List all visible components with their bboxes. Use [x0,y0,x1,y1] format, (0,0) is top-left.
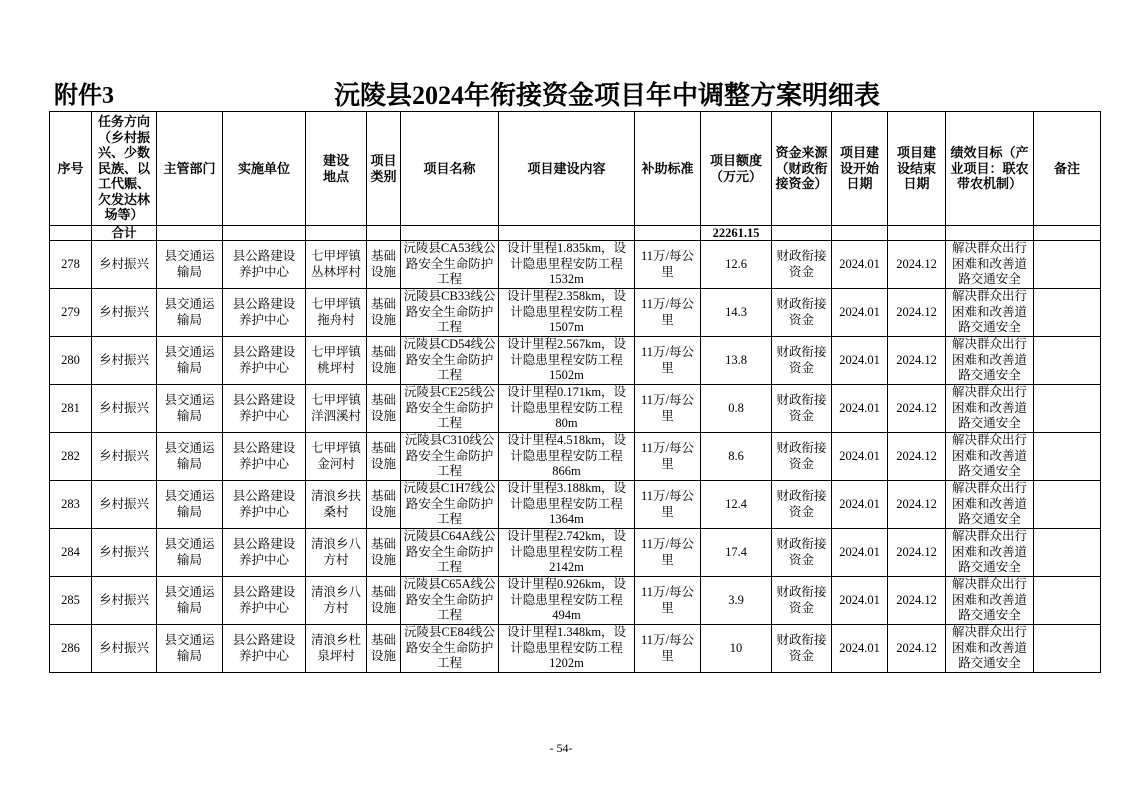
header-location: 建设地点 [306,112,367,226]
cell-end-date: 2024.12 [888,385,946,433]
header-end-date: 项目建设结束日期 [888,112,946,226]
cell-category: 基础设施 [367,577,401,625]
cell-department: 县交通运输局 [157,337,223,385]
cell-department: 县交通运输局 [157,625,223,673]
cell-implementer: 县公路建设养护中心 [223,481,306,529]
cell-remarks [1034,625,1101,673]
cell-project-name: 沅陵县CE25线公路安全生命防护工程 [401,385,499,433]
cell-location: 清浪乡八方村 [306,577,367,625]
cell-amount: 3.9 [701,577,772,625]
cell-category: 基础设施 [367,625,401,673]
cell-task-direction: 乡村振兴 [92,481,157,529]
cell-end-date: 2024.12 [888,337,946,385]
cell-amount: 14.3 [701,289,772,337]
cell-performance-goal: 解决群众出行困难和改善道路交通安全 [946,289,1034,337]
cell-project-name: 沅陵县CD54线公路安全生命防护工程 [401,337,499,385]
total-empty-cell [772,226,832,241]
cell-department: 县交通运输局 [157,529,223,577]
cell-task-direction: 乡村振兴 [92,625,157,673]
cell-start-date: 2024.01 [832,625,888,673]
cell-category: 基础设施 [367,337,401,385]
total-empty-cell [1034,226,1101,241]
cell-end-date: 2024.12 [888,529,946,577]
cell-fund-source: 财政衔接资金 [772,433,832,481]
cell-category: 基础设施 [367,385,401,433]
cell-project-name: 沅陵县C1H7线公路安全生命防护工程 [401,481,499,529]
header-remarks: 备注 [1034,112,1101,226]
cell-start-date: 2024.01 [832,385,888,433]
header-department: 主管部门 [157,112,223,226]
cell-remarks [1034,433,1101,481]
cell-fund-source: 财政衔接资金 [772,337,832,385]
cell-end-date: 2024.12 [888,241,946,289]
cell-subsidy-standard: 11万/每公里 [635,337,701,385]
cell-seq: 283 [50,481,92,529]
cell-task-direction: 乡村振兴 [92,241,157,289]
cell-category: 基础设施 [367,529,401,577]
cell-start-date: 2024.01 [832,577,888,625]
project-detail-table [49,111,1101,673]
cell-category: 基础设施 [367,481,401,529]
cell-fund-source: 财政衔接资金 [772,529,832,577]
cell-department: 县交通运输局 [157,241,223,289]
cell-fund-source: 财政衔接资金 [772,577,832,625]
cell-performance-goal: 解决群众出行困难和改善道路交通安全 [946,433,1034,481]
cell-department: 县交通运输局 [157,289,223,337]
header-seq: 序号 [50,112,92,226]
cell-implementer: 县公路建设养护中心 [223,385,306,433]
cell-subsidy-standard: 11万/每公里 [635,481,701,529]
cell-location: 七甲坪镇丛林坪村 [306,241,367,289]
cell-amount: 0.8 [701,385,772,433]
cell-seq: 284 [50,529,92,577]
cell-location: 七甲坪镇桃坪村 [306,337,367,385]
cell-construction-content: 设计里程0.926km，设计隐患里程安防工程494m [499,577,635,625]
total-empty-cell [946,226,1034,241]
cell-performance-goal: 解决群众出行困难和改善道路交通安全 [946,241,1034,289]
cell-seq: 281 [50,385,92,433]
cell-end-date: 2024.12 [888,625,946,673]
cell-seq: 278 [50,241,92,289]
total-empty-cell [157,226,223,241]
header-performance-goal: 绩效目标（产业项目：联农带农机制） [946,112,1034,226]
cell-task-direction: 乡村振兴 [92,529,157,577]
total-empty-cell [499,226,635,241]
total-amount: 22261.15 [701,226,772,241]
cell-seq: 279 [50,289,92,337]
cell-location: 七甲坪镇洋泗溪村 [306,385,367,433]
cell-subsidy-standard: 11万/每公里 [635,529,701,577]
total-empty-cell [223,226,306,241]
cell-subsidy-standard: 11万/每公里 [635,577,701,625]
cell-construction-content: 设计里程4.518km，设计隐患里程安防工程866m [499,433,635,481]
cell-subsidy-standard: 11万/每公里 [635,289,701,337]
cell-implementer: 县公路建设养护中心 [223,577,306,625]
cell-subsidy-standard: 11万/每公里 [635,385,701,433]
cell-project-name: 沅陵县CB33线公路安全生命防护工程 [401,289,499,337]
cell-implementer: 县公路建设养护中心 [223,289,306,337]
cell-implementer: 县公路建设养护中心 [223,625,306,673]
header-construction-content: 项目建设内容 [499,112,635,226]
page-title: 沅陵县2024年衔接资金项目年中调整方案明细表 [333,81,880,110]
cell-performance-goal: 解决群众出行困难和改善道路交通安全 [946,529,1034,577]
cell-location: 七甲坪镇金河村 [306,433,367,481]
cell-location: 清浪乡杜泉坪村 [306,625,367,673]
header-start-date: 项目建设开始日期 [832,112,888,226]
cell-fund-source: 财政衔接资金 [772,481,832,529]
cell-subsidy-standard: 11万/每公里 [635,433,701,481]
cell-construction-content: 设计里程3.188km，设计隐患里程安防工程1364m [499,481,635,529]
total-label: 合计 [92,226,157,241]
cell-start-date: 2024.01 [832,529,888,577]
cell-construction-content: 设计里程1.348km，设计隐患里程安防工程1202m [499,625,635,673]
header-project-name: 项目名称 [401,112,499,226]
cell-fund-source: 财政衔接资金 [772,625,832,673]
cell-performance-goal: 解决群众出行困难和改善道路交通安全 [946,385,1034,433]
cell-task-direction: 乡村振兴 [92,433,157,481]
cell-seq: 286 [50,625,92,673]
total-empty-cell [50,226,92,241]
cell-implementer: 县公路建设养护中心 [223,433,306,481]
cell-task-direction: 乡村振兴 [92,385,157,433]
cell-end-date: 2024.12 [888,481,946,529]
cell-amount: 12.6 [701,241,772,289]
cell-subsidy-standard: 11万/每公里 [635,625,701,673]
header-category: 项目类别 [367,112,401,226]
cell-performance-goal: 解决群众出行困难和改善道路交通安全 [946,481,1034,529]
cell-amount: 8.6 [701,433,772,481]
cell-remarks [1034,577,1101,625]
cell-performance-goal: 解决群众出行困难和改善道路交通安全 [946,625,1034,673]
cell-amount: 12.4 [701,481,772,529]
cell-project-name: 沅陵县CE84线公路安全生命防护工程 [401,625,499,673]
cell-remarks [1034,529,1101,577]
total-empty-cell [401,226,499,241]
cell-fund-source: 财政衔接资金 [772,289,832,337]
cell-category: 基础设施 [367,241,401,289]
header-task-direction: 任务方向（乡村振兴、少数民族、以工代赈、欠发达林场等） [92,112,157,226]
cell-location: 清浪乡八方村 [306,529,367,577]
cell-fund-source: 财政衔接资金 [772,241,832,289]
cell-department: 县交通运输局 [157,577,223,625]
cell-start-date: 2024.01 [832,289,888,337]
cell-implementer: 县公路建设养护中心 [223,241,306,289]
cell-construction-content: 设计里程0.171km，设计隐患里程安防工程80m [499,385,635,433]
header-amount: 项目额度（万元） [701,112,772,226]
cell-remarks [1034,337,1101,385]
cell-implementer: 县公路建设养护中心 [223,529,306,577]
cell-end-date: 2024.12 [888,433,946,481]
attachment-label: 附件3 [54,83,114,109]
cell-subsidy-standard: 11万/每公里 [635,241,701,289]
cell-fund-source: 财政衔接资金 [772,385,832,433]
cell-category: 基础设施 [367,433,401,481]
cell-performance-goal: 解决群众出行困难和改善道路交通安全 [946,337,1034,385]
total-empty-cell [832,226,888,241]
cell-category: 基础设施 [367,289,401,337]
cell-project-name: 沅陵县C310线公路安全生命防护工程 [401,433,499,481]
cell-seq: 280 [50,337,92,385]
cell-start-date: 2024.01 [832,337,888,385]
cell-task-direction: 乡村振兴 [92,577,157,625]
header-implementer: 实施单位 [223,112,306,226]
header-subsidy-standard: 补助标准 [635,112,701,226]
cell-task-direction: 乡村振兴 [92,289,157,337]
total-empty-cell [635,226,701,241]
cell-department: 县交通运输局 [157,433,223,481]
cell-department: 县交通运输局 [157,385,223,433]
cell-remarks [1034,289,1101,337]
cell-end-date: 2024.12 [888,289,946,337]
cell-remarks [1034,385,1101,433]
cell-location: 七甲坪镇拖舟村 [306,289,367,337]
total-empty-cell [888,226,946,241]
cell-amount: 10 [701,625,772,673]
cell-construction-content: 设计里程2.567km，设计隐患里程安防工程1502m [499,337,635,385]
cell-start-date: 2024.01 [832,481,888,529]
cell-amount: 13.8 [701,337,772,385]
cell-project-name: 沅陵县CA53线公路安全生命防护工程 [401,241,499,289]
header-fund-source: 资金来源（财政衔接资金） [772,112,832,226]
cell-start-date: 2024.01 [832,433,888,481]
cell-remarks [1034,241,1101,289]
cell-start-date: 2024.01 [832,241,888,289]
cell-project-name: 沅陵县C65A线公路安全生命防护工程 [401,577,499,625]
cell-construction-content: 设计里程2.358km，设计隐患里程安防工程1507m [499,289,635,337]
cell-location: 清浪乡扶桑村 [306,481,367,529]
cell-amount: 17.4 [701,529,772,577]
cell-construction-content: 设计里程1.835km，设计隐患里程安防工程1532m [499,241,635,289]
cell-remarks [1034,481,1101,529]
cell-project-name: 沅陵县C64A线公路安全生命防护工程 [401,529,499,577]
total-empty-cell [367,226,401,241]
cell-seq: 282 [50,433,92,481]
cell-department: 县交通运输局 [157,481,223,529]
total-empty-cell [306,226,367,241]
page-number: - 54- [549,741,573,755]
cell-construction-content: 设计里程2.742km，设计隐患里程安防工程2142m [499,529,635,577]
cell-task-direction: 乡村振兴 [92,337,157,385]
cell-performance-goal: 解决群众出行困难和改善道路交通安全 [946,577,1034,625]
cell-seq: 285 [50,577,92,625]
cell-implementer: 县公路建设养护中心 [223,337,306,385]
cell-end-date: 2024.12 [888,577,946,625]
